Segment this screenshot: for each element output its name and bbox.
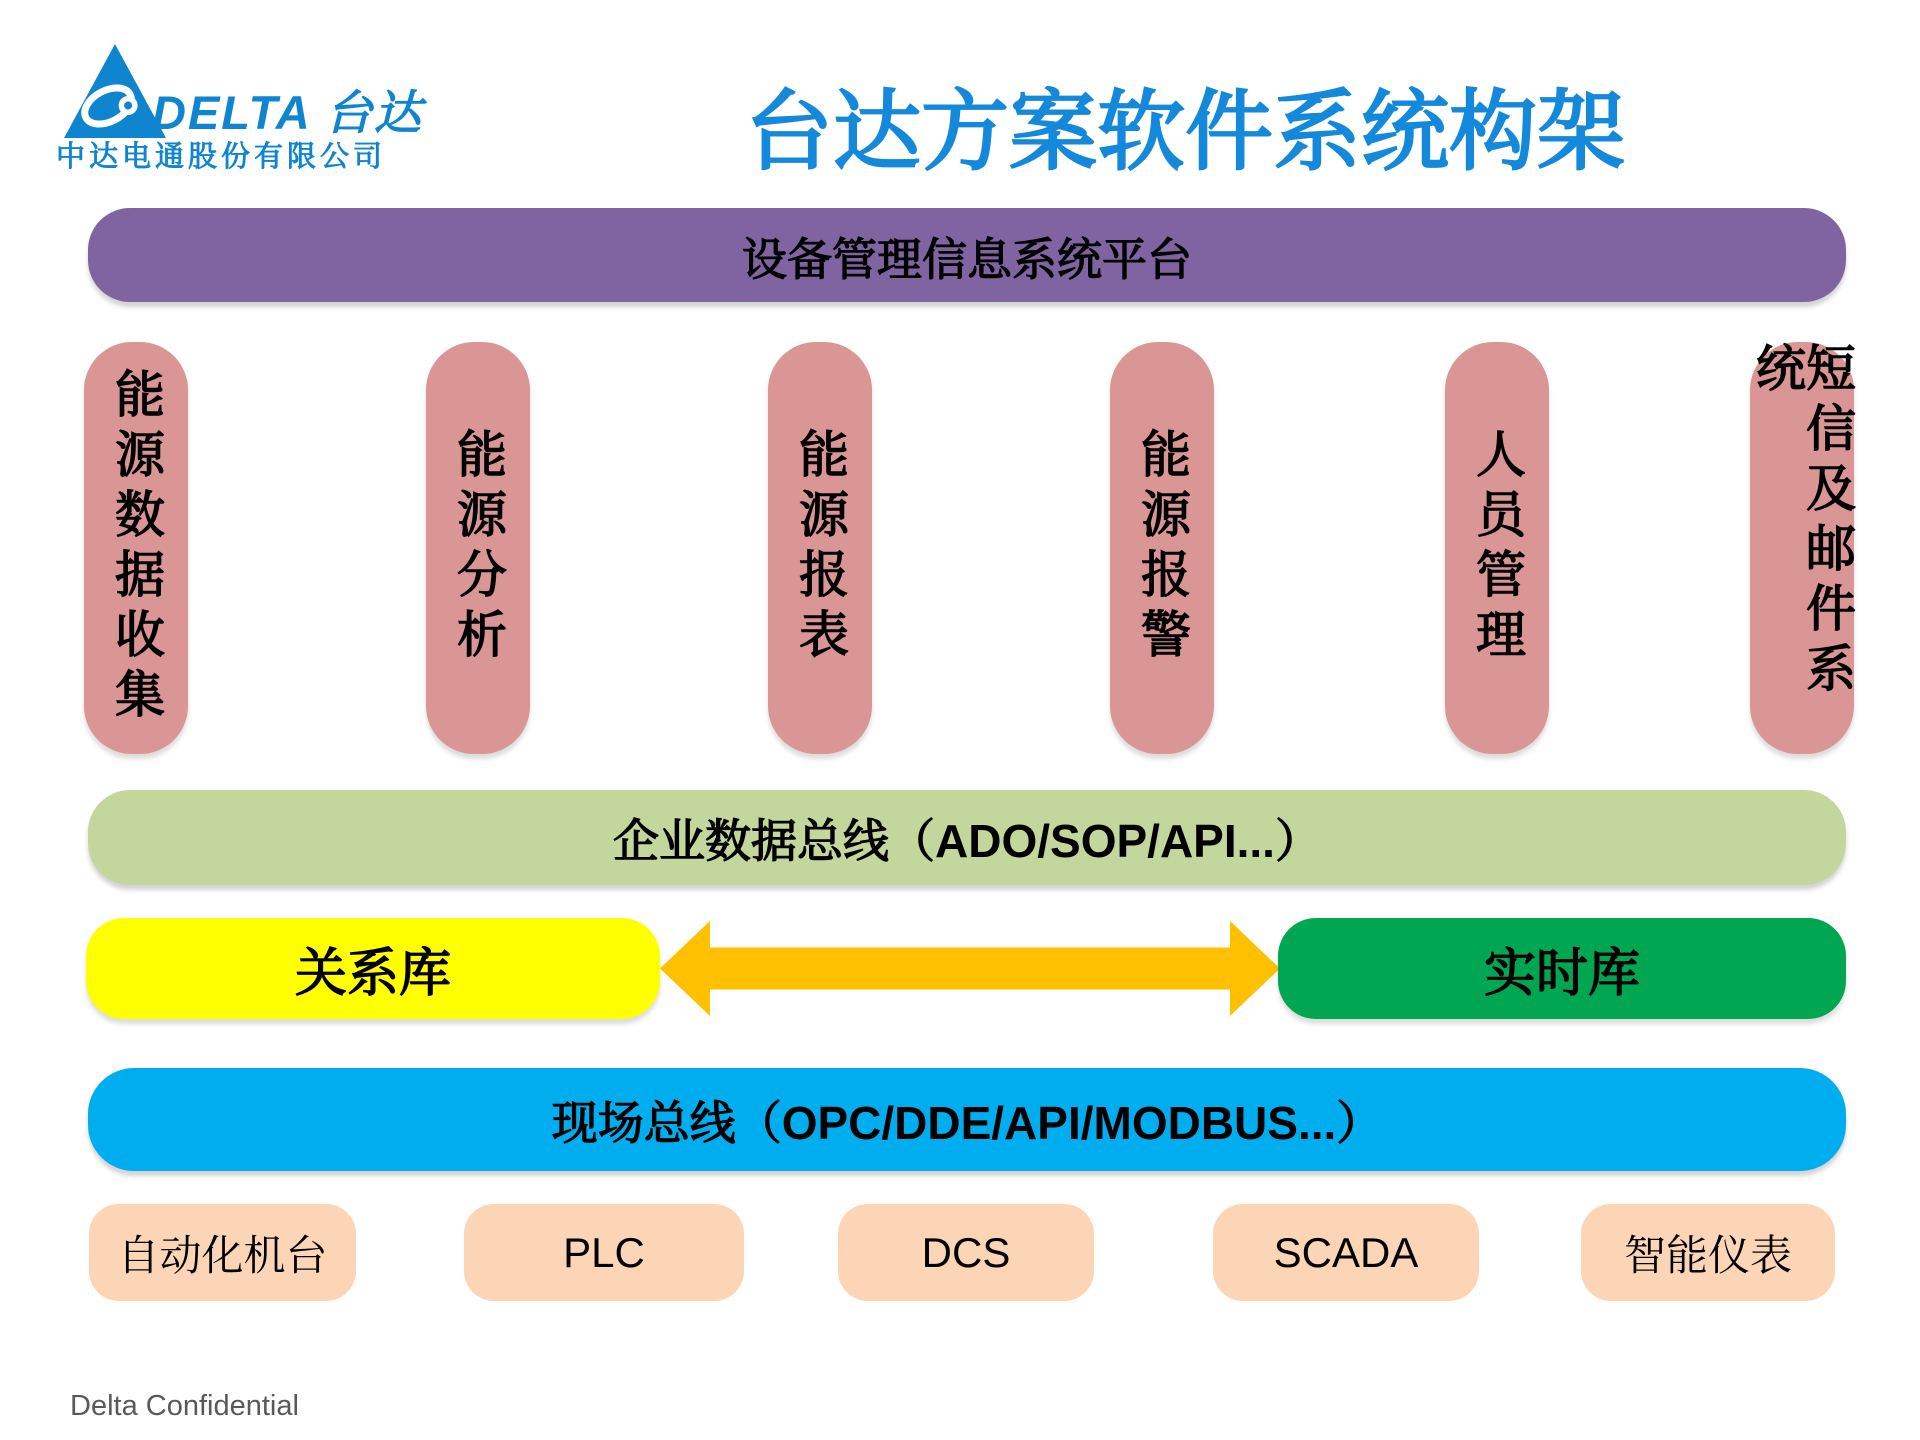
- bidirectional-arrow-icon: [660, 920, 1280, 1017]
- device-label: 自动化机台: [117, 1231, 328, 1279]
- device-box-automation-machine: [89, 1204, 356, 1301]
- module-pill-label: 短信及邮件系统: [1749, 342, 1855, 702]
- module-pill-sms-email-system: [1750, 342, 1854, 754]
- device-box-plc: [464, 1204, 744, 1301]
- page-title: 台达方案软件系统构架: [744, 82, 1625, 181]
- platform-bar-label: 设备管理信息系统平台: [741, 233, 1192, 285]
- device-label: DCS: [921, 1228, 1011, 1276]
- platform-bar: [88, 208, 1846, 302]
- module-pill-energy-report: [768, 342, 872, 754]
- realtime-db-box: [1278, 918, 1846, 1019]
- module-pill-energy-data-collection: [84, 342, 188, 754]
- device-box-scada: [1213, 1204, 1479, 1301]
- delta-wordmark: DELTA 台达: [152, 86, 423, 139]
- enterprise-data-bus-bar: [88, 790, 1846, 885]
- module-pill-energy-alarm: [1110, 342, 1214, 754]
- company-name: 中达电通股份有限公司: [56, 141, 387, 173]
- device-box-dcs: [838, 1204, 1094, 1301]
- device-label: 智能仪表: [1623, 1231, 1792, 1279]
- realtime-db-label: 实时库: [1483, 945, 1640, 1003]
- module-pill-personnel-management: [1445, 342, 1549, 754]
- module-pill-label: 能源数据收集: [108, 368, 164, 728]
- module-pill-energy-analysis: [426, 342, 530, 754]
- enterprise-data-bus-label: 企业数据总线（ADO/SOP/API...）: [613, 814, 1321, 867]
- module-pill-label: 人员管理: [1469, 428, 1525, 668]
- field-bus-label: 现场总线（OPC/DDE/API/MODBUS...）: [551, 1096, 1383, 1149]
- field-bus-bar: [88, 1068, 1846, 1171]
- confidential-note: Delta Confidential: [70, 1390, 299, 1422]
- module-pill-label: 能源分析: [450, 428, 506, 668]
- module-pill-label: 能源报表: [792, 428, 848, 668]
- relational-db-box: [86, 918, 660, 1019]
- device-label: PLC: [563, 1228, 645, 1276]
- device-box-smart-meter: [1581, 1204, 1835, 1301]
- module-pill-label: 能源报警: [1134, 428, 1190, 668]
- device-label: SCADA: [1273, 1228, 1419, 1276]
- delta-logo-icon: [64, 44, 166, 138]
- relational-db-label: 关系库: [294, 945, 451, 1003]
